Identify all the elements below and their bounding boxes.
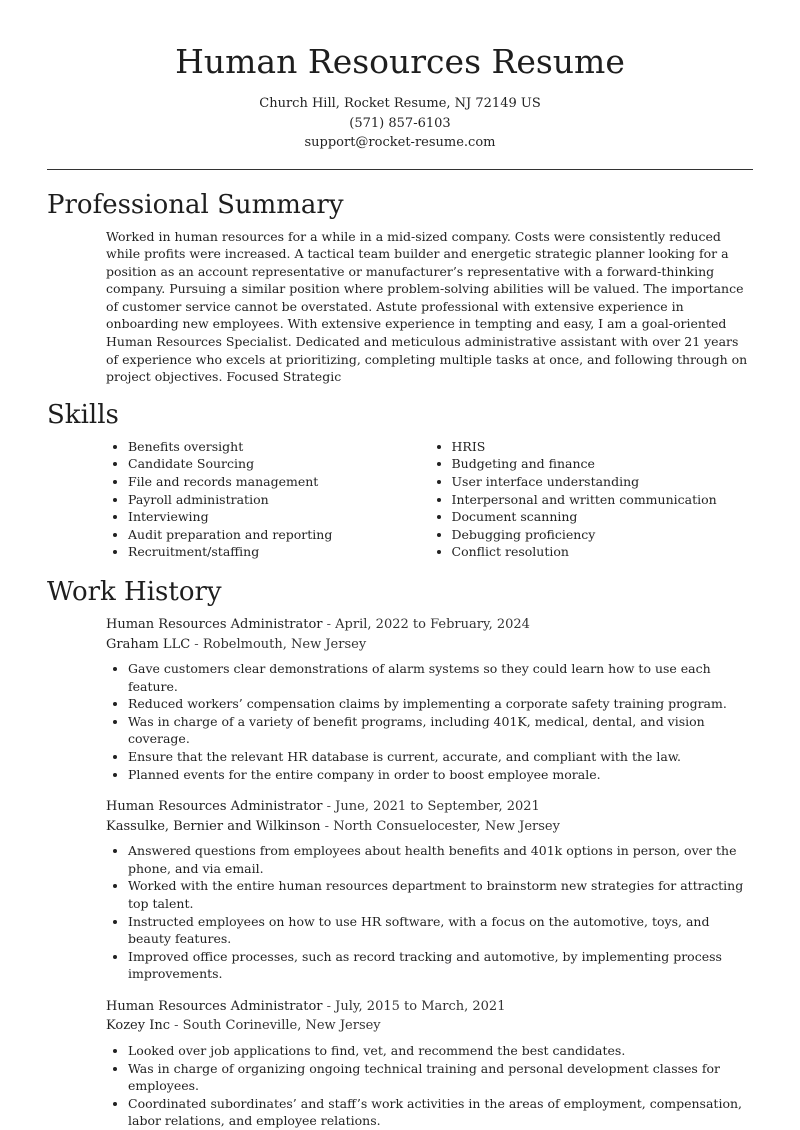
skill-item: • Budgeting and finance	[452, 455, 754, 473]
job-dates: April, 2022 to February, 2024	[335, 617, 530, 632]
job-company: Graham LLC	[106, 636, 191, 652]
job-company-line	[106, 635, 753, 655]
duty-item: • Gave customers clear demonstrations of alarm systems so they could learn how to use each feature.	[128, 660, 753, 695]
skills-list-left	[106, 438, 430, 561]
duty-item: • Was in charge of a variety of benefit programs, including 401K, medical, dental, and vision coverage.	[128, 713, 753, 748]
duty-item: • Instructed employees on how to use HR software, with a focus on the automotive, toys, and beauty features.	[128, 913, 753, 948]
work-history-section	[47, 575, 753, 1130]
separator: -	[322, 998, 336, 1014]
separator: -	[320, 818, 334, 834]
duty-item: • Answered questions from employees about health benefits and 401k options in person, over the phone, and via email.	[128, 842, 753, 877]
skill-item: • Conflict resolution	[452, 543, 754, 561]
skill-item: • HRIS	[452, 438, 754, 456]
job-location: Robelmouth, New Jersey	[202, 636, 367, 652]
job-location: South Corineville, New Jersey	[182, 1018, 381, 1034]
job-title-line	[106, 797, 753, 817]
skill-item: • File and records management	[128, 473, 430, 491]
skill-item: • User interface understanding	[452, 473, 754, 491]
job-duties	[106, 660, 753, 783]
job-role: Human Resources Administrator	[106, 799, 323, 815]
job-entry	[106, 615, 753, 783]
job-duties	[106, 842, 753, 983]
resume-title: Human Resources Resume	[175, 42, 625, 81]
skill-item: • Document scanning	[452, 508, 754, 526]
duty-item: • Improved office processes, such as record tracking and automotive, by implementing process improvements.	[128, 948, 753, 983]
contact-address: Church Hill, Rocket Resume, NJ 72149 US	[259, 96, 541, 111]
duty-item: • Looked over job applications to find, vet, and recommend the best candidates.	[128, 1042, 753, 1060]
separator: -	[190, 636, 203, 652]
job-company-line	[106, 817, 753, 837]
skills-columns	[106, 438, 753, 561]
work-history-heading: Work History	[47, 577, 222, 607]
contact-email[interactable]: support@rocket-resume.com	[304, 135, 496, 150]
skill-item: • Debugging proficiency	[452, 526, 754, 544]
duty-item: • Planned events for the entire company in order to boost employee morale.	[128, 766, 753, 784]
job-role: Human Resources Administrator	[106, 617, 323, 632]
separator: -	[322, 799, 336, 815]
job-company-line	[106, 1016, 753, 1036]
job-company: Kassulke, Bernier and Wilkinson	[106, 818, 321, 834]
skills-section	[47, 398, 753, 561]
header-divider	[47, 169, 753, 170]
job-entry	[106, 797, 753, 983]
job-entry	[106, 997, 753, 1130]
duty-item: • Reduced workers’ compensation claims by implementing a corporate safety training program.	[128, 695, 753, 713]
summary-text: Worked in human resources for a while in a mid-sized company. Costs were consistently reduced while profits were increased. A tactical team builder and energetic strategic planner looking for a position as an account representative or manufacturer’s representative with a forward-thinking company. Pursuing a similar position where problem-solving abilities will be valued. The importance of customer service cannot be overstated. Astute professional with extensive experience in onboarding new employees. With extensive experience in tempting and easy, I am a goal-oriented Human Resources Specialist. Dedicated and meticulous administrative assistant with over 21 years of experience who excels at prioritizing, completing multiple tasks at once, and following through on project objectives. Focused Strategic	[106, 228, 748, 385]
skill-item: • Interviewing	[128, 508, 430, 526]
job-location: North Consuelocester, New Jersey	[333, 818, 560, 834]
skill-item: • Candidate Sourcing	[128, 455, 430, 473]
job-company: Kozey Inc	[106, 1018, 170, 1034]
skills-list-right	[430, 438, 754, 561]
skill-item: • Audit preparation and reporting	[128, 526, 430, 544]
job-dates: July, 2015 to March, 2021	[335, 998, 506, 1014]
skill-item: • Interpersonal and written communication	[452, 491, 754, 509]
duty-item: • Ensure that the relevant HR database is current, accurate, and compliant with the law.	[128, 748, 753, 766]
job-role: Human Resources Administrator	[106, 998, 323, 1014]
job-title-line	[106, 615, 753, 635]
skill-item: • Payroll administration	[128, 491, 430, 509]
separator: -	[170, 1018, 183, 1034]
summary-heading: Professional Summary	[47, 189, 344, 220]
skill-item: • Benefits oversight	[128, 438, 430, 456]
duty-item: • Was in charge of organizing ongoing technical training and personal development classes for employees.	[128, 1060, 753, 1095]
resume-page	[47, 0, 753, 1130]
contact-phone: (571) 857-6103	[349, 115, 451, 131]
skill-item: • Recruitment/staffing	[128, 543, 430, 561]
skills-heading: Skills	[47, 399, 119, 430]
duty-item: • Worked with the entire human resources department to brainstorm new strategies for attracting top talent.	[128, 877, 753, 912]
separator: -	[322, 617, 336, 632]
resume-header	[47, 40, 753, 153]
job-dates: June, 2021 to September, 2021	[335, 799, 540, 815]
duty-item: • Coordinated subordinates’ and staff’s work activities in the areas of employment, compensation, labor relations, and employee relations.	[128, 1095, 753, 1130]
summary-section	[47, 188, 753, 386]
job-title-line	[106, 997, 753, 1017]
job-duties	[106, 1042, 753, 1130]
